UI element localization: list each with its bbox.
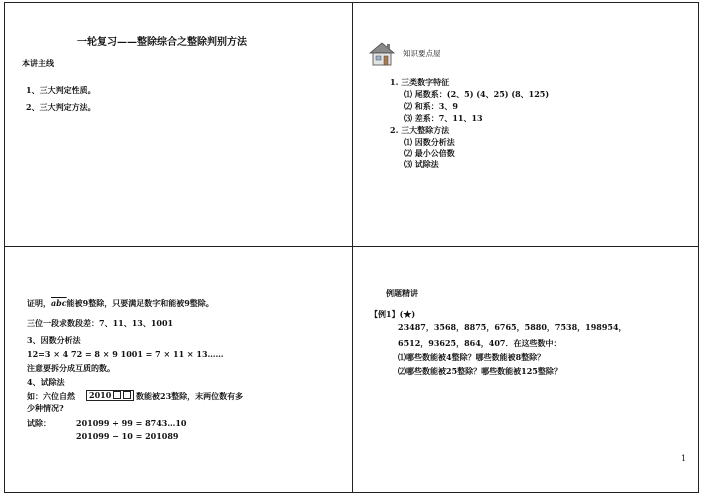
main-line-heading: 本讲主线 <box>22 58 54 68</box>
feature-sum-system: ⑵ 和系：3、9 <box>404 101 458 111</box>
quadrant-divider-horizontal <box>4 246 699 247</box>
blank-box-2 <box>123 391 131 399</box>
question-1: ⑴哪些数能被4整除？哪些数能被8整除？ <box>398 352 546 362</box>
numbers-line-2: 6512，93625，864，407．在这些数中： <box>398 338 562 348</box>
trial-method-heading: 4、试除法 <box>27 377 65 387</box>
quadrant-divider-vertical <box>352 2 353 493</box>
example-suffix: 数能被23整除，末两位数有多 <box>136 391 244 401</box>
trial-division-1: 201099 ÷ 99 = 8743…10 <box>76 418 187 428</box>
house-icon <box>369 41 403 67</box>
factor-note: 注意要拆分成互质的数。 <box>27 363 115 373</box>
method-factor: ⑴ 因数分析法 <box>404 137 455 147</box>
factor-equations: 12=3 × 4 72 = 8 × 9 1001 = 7 × 11 × 13…… <box>27 349 224 359</box>
abc-overline: $\overline{abc}$ <box>51 298 67 308</box>
proof-statement: 证明，$\overline{abc}$能被9整除，只要满足数字和能被9整除。 <box>27 298 214 308</box>
feature-heading: 1. 三类数字特征 <box>390 77 450 87</box>
examples-heading: 例题精讲 <box>386 288 418 298</box>
method-trial: ⑶ 试除法 <box>404 159 439 169</box>
trial-label: 试除： <box>27 418 51 428</box>
numbers-line-1: 23487，3568，8875，6765，5880，7538，198954， <box>398 322 627 332</box>
main-line-item-1: 1、三大判定性质。 <box>26 85 96 95</box>
blank-box-1 <box>113 391 121 399</box>
method-lcm: ⑵ 最小公倍数 <box>404 148 455 158</box>
example-prefix: 如：六位自然 <box>27 391 75 401</box>
boxed-number: 2010 <box>86 390 134 401</box>
feature-tail-system: ⑴ 尾数系：(2、5) (4、25) (8、125) <box>404 89 550 99</box>
page-number: 1 <box>681 454 687 463</box>
question-2: ⑵哪些数能被25整除？哪些数能被125整除？ <box>398 366 562 376</box>
knowledge-badge: 知识要点屋 <box>403 49 441 58</box>
trial-division-2: 201099 − 10 = 201089 <box>76 431 179 441</box>
methods-heading: 2. 三大整除方法 <box>390 125 450 135</box>
feature-difference-system: ⑶ 差系：7、11、13 <box>404 113 483 123</box>
example-tag: 【例1】(★) <box>370 309 416 319</box>
main-line-item-2: 2、三大判定方法。 <box>26 102 96 112</box>
lesson-title: 一轮复习——整除综合之整除判别方法 <box>77 37 247 48</box>
three-digit-rule: 三位一段求数段差：7、11、13、1001 <box>27 318 174 328</box>
example-suffix-line2: 少种情况? <box>27 403 64 413</box>
factor-method-heading: 3、因数分析法 <box>27 335 81 345</box>
